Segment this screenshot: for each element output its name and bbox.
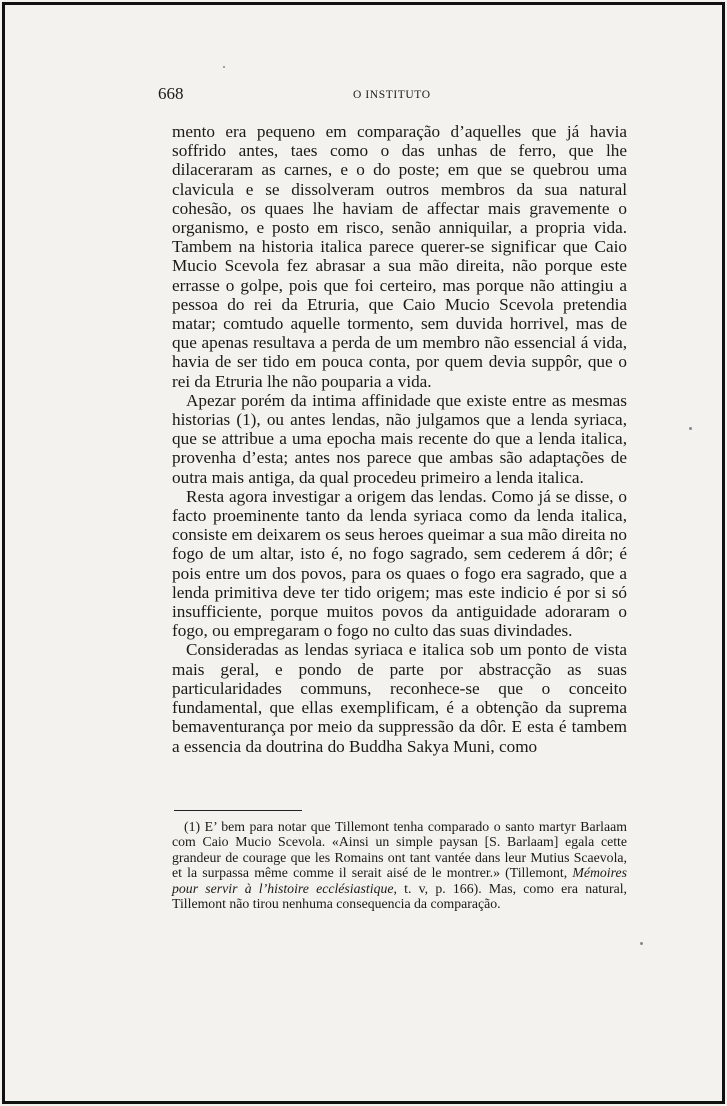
running-title: O INSTITUTO [353, 89, 431, 101]
body-text [172, 122, 627, 756]
scan-speck [640, 942, 643, 945]
footnote-rule [174, 810, 302, 811]
footnote-1 [172, 819, 627, 911]
footnote-1-tail: , t. v, p. 166). Mas, como era natural, Tillemont não tirou nenhuma consequencia da comparação. [172, 880, 627, 912]
scan-speck [223, 66, 225, 68]
footnote-1-work-title: Mémoires pour servir à l’histoire ecclésiastique [172, 865, 627, 896]
paragraph-2: Apezar porém da intima affinidade que existe entre as mesmas historias (1), ou antes lendas, não julgamos que a lenda syriaca, que se attribue a uma epocha mais recente do que a lenda italica, provenha d’esta; antes nos parece que ambas são adaptações de outra mais antiga, da qual procedeu primeiro a lenda italica. [172, 390, 627, 487]
paragraph-3: Resta agora investigar a origem das lendas. Como já se disse, o facto proeminente tanto da lenda syriaca como da lenda italica, consiste em deixarem os seus heroes queimar a sua mão direita no fogo de um altar, isto é, no fogo sagrado, sem cederem á dôr; é pois entre um dos povos, para os quaes o fogo era sagrado, que a lenda primitiva deve ter tido origem; mas este indicio é por si só insufficiente, porque muitos povos da antiguidade adoraram o fogo, ou empregaram o fogo no culto das suas divindades. [172, 486, 627, 641]
footnotes [172, 819, 627, 911]
paragraph-4: Consideradas as lendas syriaca e italica sob um ponto de vista mais geral, e pondo de parte por abstracção as suas particularidades communs, reconhece-se que o conceito fundamental, que ellas exemplificam, é a obtenção da suprema bemaventurança por meio da suppressão da dôr. E esta é tambem a essencia da doutrina do Buddha Sakya Muni, como [172, 640, 627, 756]
scan-speck [689, 427, 692, 430]
page-header [158, 84, 628, 108]
paragraph-1: mento era pequeno em comparação d’aquelles que já havia soffrido antes, taes como o das unhas de ferro, que lhe dilaceraram as carnes, e o do poste; em que se quebrou uma clavicula e se dissolveram outros membros da sua natural cohesão, os quaes lhe haviam de affectar mais gravemente o organismo, e posto em risco, senão anniquilar, a propria vida. Tambem na historia italica parece querer-se significar que Caio Mucio Scevola fez abrasar a sua mão direita, não porque este errasse o golpe, pois que foi certeiro, mas porque não attingiu a pessoa do rei da Etruria, que Caio Mucio Scevola pretendia matar; comtudo aquelle tormento, sem duvida horrivel, mas de que apenas resultava a perda de um membro não essencial á vida, havia de ser tido em pouca conta, por quem devia suppôr, que o rei da Etruria lhe não pouparia a vida. [172, 122, 627, 391]
footnote-1-lead: (1) E’ bem para notar que Tillemont tenha comparado o santo martyr Barlaam com Caio Mucio Scevola. «Ainsi un simple paysan [S. Barlaam] egala cette grandeur de courage que les Romains ont tant vantée dans leur Mutius Scaevola, et la surpassa même comme il serait aisé de le montrer.» (Tillemont, [172, 819, 627, 881]
page-number: 668 [158, 84, 184, 103]
